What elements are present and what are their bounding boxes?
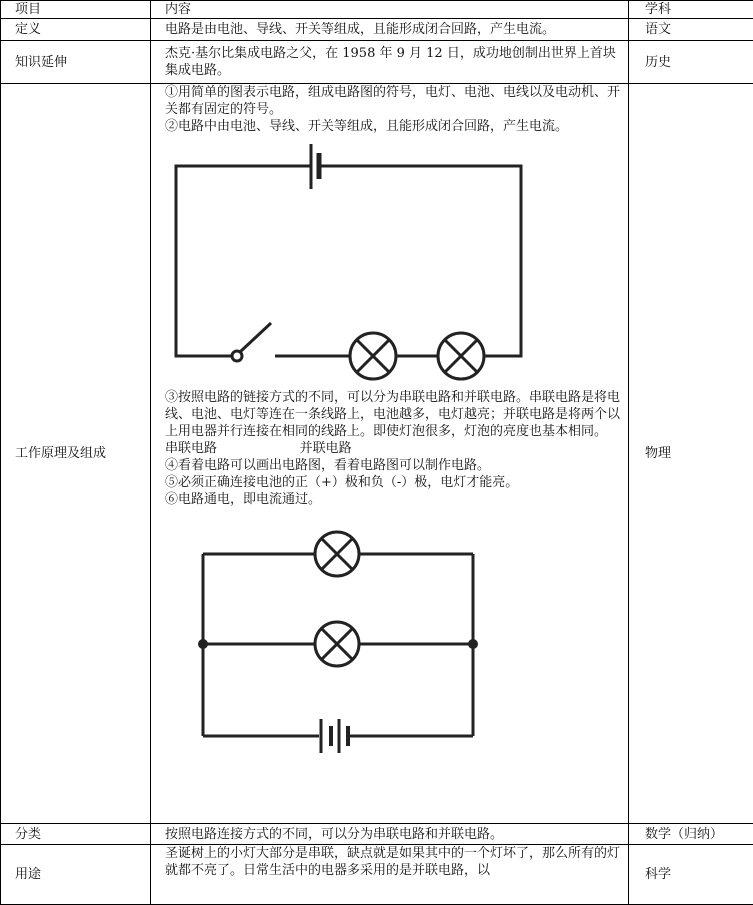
cell-subject-classification: 数学（归纳） xyxy=(629,824,753,845)
cell-subject-usage: 科学 xyxy=(629,845,753,905)
table-row-usage xyxy=(1,845,753,905)
table-row-extension xyxy=(1,41,753,84)
cell-subject-definition: 语文 xyxy=(629,19,753,41)
header-item: 项目 xyxy=(1,1,151,19)
table-row-principle xyxy=(1,84,753,824)
cell-content-classification: 按照电路连接方式的不同，可以分为串联电路和并联电路。 xyxy=(151,824,629,845)
cell-item-extension: 知识延伸 xyxy=(1,41,151,84)
junction-dot-right xyxy=(468,639,478,649)
principle-point-1: ①用简单的图表示电路，组成电路图的符号，电灯、电池、电线以及电动机、开关都有固定的符号。 xyxy=(165,84,620,118)
table-row-definition xyxy=(1,19,753,41)
header-content: 内容 xyxy=(151,1,629,19)
bulb-1-icon xyxy=(350,333,396,379)
junction-dot-left xyxy=(198,639,208,649)
cell-content-principle xyxy=(151,84,629,824)
series-wire-right xyxy=(319,166,521,356)
cell-item-principle: 工作原理及组成 xyxy=(1,84,151,824)
principle-point-5: ⑤必须正确连接电池的正（+）极和负（-）极，电灯才能亮。 xyxy=(165,474,620,491)
series-wire-left xyxy=(176,166,311,356)
cell-content-extension: 杰克·基尔比集成电路之父，在 1958 年 9 月 12 日，成功地创制出世界上首块集成电路。 xyxy=(151,41,629,84)
series-circuit-diagram xyxy=(171,141,536,389)
principle-point-4: ④看着电路可以画出电路图，看着电路图可以制作电路。 xyxy=(165,457,620,474)
parallel-bulb-1-icon xyxy=(315,532,359,576)
cell-subject-principle: 物理 xyxy=(629,84,753,824)
parallel-bulb-2-icon xyxy=(315,622,359,666)
switch-lever xyxy=(240,323,271,352)
circuit-type-labels: 串联电路 并联电路 xyxy=(165,440,620,457)
table-header-row xyxy=(1,1,753,19)
principle-point-2: ②电路中由电池、导线、开关等组成，且能形成闭合回路，产生电流。 xyxy=(165,118,620,135)
cell-item-usage: 用途 xyxy=(1,845,151,905)
principle-point-6: ⑥电路通电，即电流通过。 xyxy=(165,491,620,508)
cell-item-definition: 定义 xyxy=(1,19,151,41)
principle-point-3: ③按照电路的链接方式的不同，可以分为串联电路和并联电路。串联电路是将电线、电池、电灯等连在一条线路上，电池越多，电灯越亮；并联电路是将两个以上用电器并行连接在相同的线路上。即使灯泡很多，灯泡的亮度也基本相同。 xyxy=(165,389,620,440)
parallel-circuit-diagram xyxy=(189,514,494,769)
header-subject: 学科 xyxy=(629,1,753,19)
bulb-2-icon xyxy=(438,333,484,379)
table-row-classification xyxy=(1,824,753,845)
cell-content-usage: 圣诞树上的小灯大部分是串联，缺点就是如果其中的一个灯坏了，那么所有的灯就都不亮了。日常生活中的电器多采用的是并联电路，以 xyxy=(151,845,629,905)
parallel-battery-icon xyxy=(321,719,348,753)
cell-item-classification: 分类 xyxy=(1,824,151,845)
cell-content-definition: 电路是由电池、导线、开关等组成，且能形成闭合回路，产生电流。 xyxy=(151,19,629,41)
cell-subject-extension: 历史 xyxy=(629,41,753,84)
